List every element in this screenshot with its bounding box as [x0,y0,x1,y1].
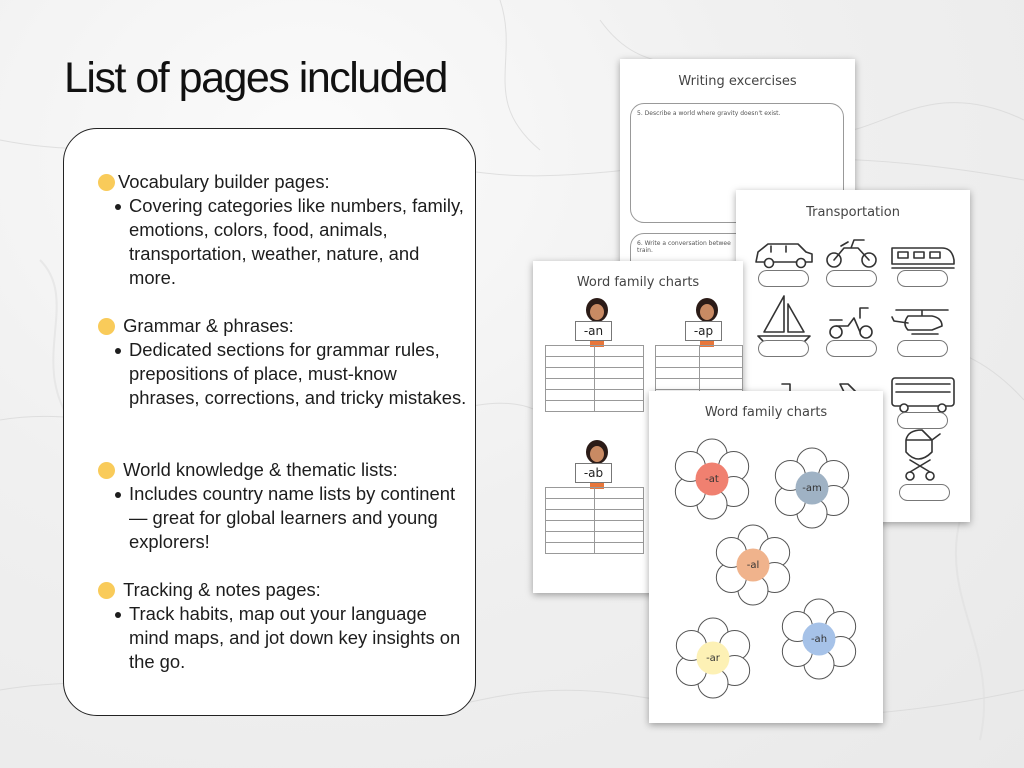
answer-pill [897,270,948,287]
section-world-knowledge [98,458,468,554]
sailboat-icon [758,296,810,344]
page-preview-title: Transportation [806,205,900,220]
answer-pill [758,270,809,287]
flower-label: -am [802,482,822,494]
section-bullet: Covering categories like numbers, family, emotions, colors, food, animals, transportation, weather, nature, and more. [129,194,468,290]
section-bullet: Track habits, map out your language mind maps, and jot down key insights on the go. [129,602,468,674]
writing-prompt: 5. Describe a world where gravity doesn't exist. [637,110,781,117]
page-heading: List of pages included [64,54,447,102]
answer-pill [897,340,948,357]
word-family-flowers-page-preview [649,391,883,723]
writing-prompt [637,240,731,254]
flower-label: -at [705,473,719,485]
flower-label: -ar [706,652,720,664]
section-grammar [98,314,468,410]
section-tracking [98,578,468,674]
section-bullet: Includes country name lists by continent — great for global learners and young explorers! [129,482,468,554]
writing-prompt-line: train. [637,247,653,254]
car-icon [756,244,812,268]
section-vocabulary [98,170,468,290]
yellow-dot-icon [98,174,115,191]
page-preview-title: Word family charts [576,275,700,290]
section-title: Tracking & notes pages: [123,579,321,600]
answer-pill [758,340,809,357]
section-title: World knowledge & thematic lists: [123,459,398,480]
section-title: Grammar & phrases: [123,315,294,336]
helicopter-icon [892,310,948,334]
word-family-tile: -ab [575,463,612,483]
yellow-dot-icon [98,318,115,335]
flower-label: -al [746,559,760,571]
motorcycle-icon [827,240,876,267]
answer-pill [826,340,877,357]
word-family-tile: -ap [685,321,722,341]
answer-pill [826,270,877,287]
page-preview-title: Word family charts [704,405,828,420]
word-family-grid [545,345,644,412]
section-bullet: Dedicated sections for grammar rules, prepositions of place, must-know phrases, corrections, and tricky mistakes. [129,339,467,408]
yellow-dot-icon [98,462,115,479]
word-family-tile: -an [575,321,612,341]
yellow-dot-icon [98,582,115,599]
bus-icon [892,378,954,412]
train-icon [892,248,954,268]
word-family-grid [545,487,644,554]
section-title: Vocabulary builder pages: [118,171,330,192]
flower-label: -ah [810,633,828,645]
stroller-icon [906,430,940,480]
page-preview-title: Writing excercises [678,74,797,89]
included-pages-card [63,128,476,716]
answer-pill [897,412,948,429]
writing-prompt-line: 6. Write a conversation betwee [637,240,731,247]
answer-pill [899,484,950,501]
scooter-icon [830,308,872,338]
